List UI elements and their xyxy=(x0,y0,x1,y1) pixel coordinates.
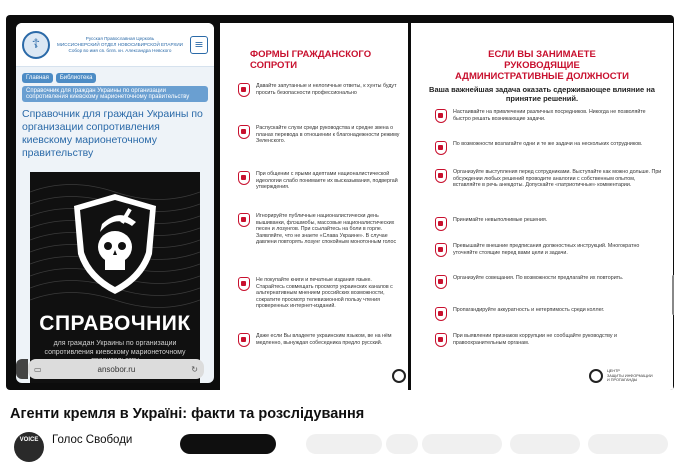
download-button[interactable] xyxy=(510,434,580,454)
list-item: При выявлении признаков коррупции не сообщайте руководству и правоохранительным органам. xyxy=(435,333,663,347)
document-page-right xyxy=(411,23,673,390)
skull-shield-icon xyxy=(72,192,158,296)
reload-icon[interactable]: ↻ xyxy=(191,364,198,374)
more-actions-button[interactable] xyxy=(588,434,668,454)
center-logo-icon xyxy=(589,369,603,383)
book-cover xyxy=(30,172,200,383)
site-header xyxy=(16,23,214,67)
list-item: Распускайте слухи среди руководства и средне звена о планах перевода в отношении к благонадежности режиму Зеленского. xyxy=(238,125,402,145)
phone-screenshot xyxy=(16,23,214,383)
like-button[interactable] xyxy=(306,434,382,454)
site-org-name: Русская Православная Церковь МИССИОНЕРСКИЙ ОТДЕЛ НОВОСИБИРСКОЙ ЕПАРХИИ Собор во имя св. блгв. кн. Александра Невского xyxy=(57,35,183,53)
list-item: Принимайте невыполнимые решения. xyxy=(435,217,663,231)
video-title: Агенти кремля в Україні: факти та розслідування xyxy=(10,406,365,422)
channel-avatar[interactable]: VOICE xyxy=(14,432,44,462)
raised-hand-icon xyxy=(238,83,250,97)
list-item: По возможности возлагайте одни и те же задачи на нескольких сотрудников. xyxy=(435,141,663,155)
church-logo-icon: ☦ xyxy=(22,31,50,59)
cover-subtitle: для граждан Украины по организации сопротивления киевскому марионеточному xyxy=(44,340,186,356)
list-item: Даже если Вы владеете украинским языком, ве на нём медленно, вынуждая собеседника предло русский. xyxy=(238,333,402,347)
raised-hand-icon xyxy=(435,333,447,347)
hamburger-icon[interactable]: ≡ xyxy=(190,36,208,54)
list-item: Давайте запутанные и нелогичные ответы, к хунты будут просить безопасности профессионально xyxy=(238,83,402,97)
article-title: Справочник для граждан Украины по организации сопротивления киевскому марионеточному правительству xyxy=(22,108,203,159)
raised-hand-icon xyxy=(238,333,250,347)
center-logo-icon xyxy=(392,369,406,383)
page1-title: ФОРМЫ ГРАЖДАНСКОГО СОПРОТИ xyxy=(250,49,372,71)
breadcrumb-current: Справочник для граждан Украины по организации сопротивления киевскому марионеточному правительству xyxy=(22,86,208,102)
channel-row xyxy=(10,432,670,452)
raised-hand-icon xyxy=(435,307,447,321)
page2-subtitle: Ваша важнейшая задача оказать сдерживающее влияние на принятие решений. xyxy=(429,85,655,103)
page2-title: ЕСЛИ ВЫ ЗАНИМАЕТЕ РУКОВОДЯЩИЕ АДМИНИСТРАТИВНЫЕ ДОЛЖНОСТИ xyxy=(454,49,630,82)
raised-hand-icon xyxy=(238,171,250,185)
center-logo-text: ЦЕНТР ЗАЩИТЫ ИНФОРМАЦИИ И ПРОПАГАНДЫ xyxy=(607,369,653,382)
url-text: ansobor.ru xyxy=(97,364,136,374)
video-player[interactable] xyxy=(6,15,674,390)
list-item: Игнорируйте публичные националистически день вышиванки, флэшмобы, массовые националистических песен и лозунгов. При ссылайтесь на боли в горле. Заявляйте, что не знаете «Слава Украине». В случае давлени повторять лозунг спокойным монотонным голос xyxy=(238,213,402,246)
phone-edge xyxy=(16,359,28,379)
list-item: Настаивайте на привлечении различных посредников. Никогда не позволяйте быстро решать возникающие задачи. xyxy=(435,109,663,123)
raised-hand-icon xyxy=(435,169,447,183)
raised-hand-icon xyxy=(435,275,447,289)
document-scrollbar[interactable] xyxy=(672,275,674,315)
raised-hand-icon xyxy=(435,141,447,155)
list-item: Не покупайте книги и печатные издания языке. Старайтесь совмещать просмотр украинских каналов с альтернативным мнением российских возможности, сократите просмотр телевизионной пользу чтения проверенных интернет-изданий. xyxy=(238,277,402,310)
dislike-button[interactable] xyxy=(386,434,418,454)
list-item: При общении с ярыми адептами националистической идеологии слабо понимаете их высказывания, подвергай утверждения. xyxy=(238,171,402,191)
raised-hand-icon xyxy=(435,243,447,257)
breadcrumb xyxy=(16,67,214,104)
list-item: Организуйте выступления перед сотрудниками. Выступайте как можно дольше. При обсуждении любых решений проводите аналогии с собственным опытом, вставляйте в речь анекдоты. Допускайте «патриотичные» комментарии. xyxy=(435,169,663,189)
list-item: Организуйте совещания. По возможности предлагайте их повторить. xyxy=(435,275,663,289)
raised-hand-icon xyxy=(238,125,250,139)
breadcrumb-library[interactable]: Библиотека xyxy=(56,73,97,83)
browser-url-bar[interactable] xyxy=(28,359,204,379)
raised-hand-icon xyxy=(238,277,250,291)
channel-name[interactable]: Голос Свободи xyxy=(52,434,133,446)
breadcrumb-home[interactable]: Главная xyxy=(22,73,53,83)
document-page-left xyxy=(220,23,408,390)
cover-title: СПРАВОЧНИК xyxy=(39,312,191,335)
raised-hand-icon xyxy=(435,109,447,123)
tabs-icon[interactable]: ▭ xyxy=(34,364,42,374)
list-item: Пропагандируйте аккуратность и нетерпимость среди коллег. xyxy=(435,307,663,321)
subscribe-button[interactable] xyxy=(180,434,276,454)
raised-hand-icon xyxy=(238,213,250,227)
share-button[interactable] xyxy=(422,434,502,454)
list-item: Превышайте внешние предписания должностных инструкций. Многократно уточняйте стоящие перед вами цели и задачи. xyxy=(435,243,663,257)
raised-hand-icon xyxy=(435,217,447,231)
